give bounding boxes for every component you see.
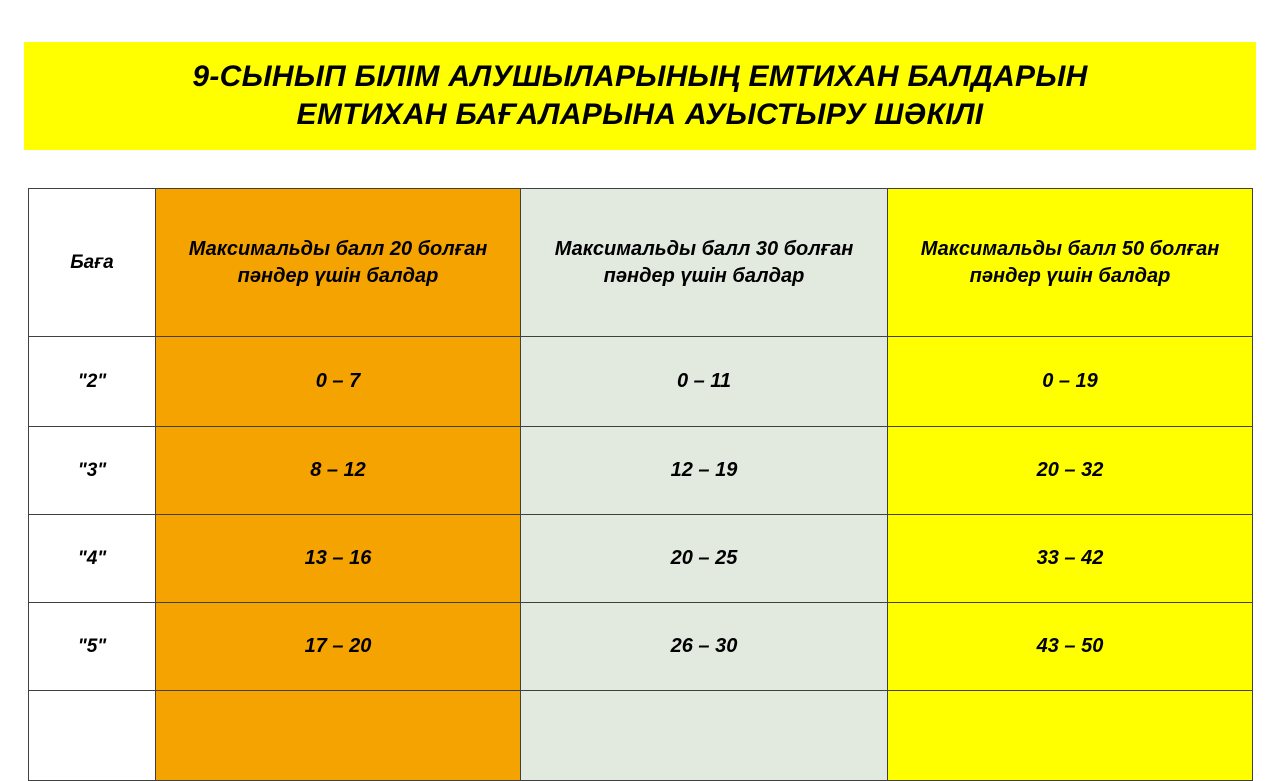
cell-max-50: 0 – 19: [888, 337, 1253, 427]
cell-max-30: 12 – 19: [521, 427, 888, 515]
table-row: [29, 337, 1253, 427]
cell-max-30: 20 – 25: [521, 515, 888, 603]
filler-cell-max-50: [888, 691, 1253, 781]
column-header-max-30: Максимальды балл 30 болған пәндер үшін балдар: [521, 189, 888, 337]
cell-max-20: 17 – 20: [156, 603, 521, 691]
page-title: [192, 58, 1087, 135]
table-row: [29, 427, 1253, 515]
filler-cell-grade: [29, 691, 156, 781]
table-body: [29, 337, 1253, 781]
page-title-line-1: 9-СЫНЫП БІЛІМ АЛУШЫЛАРЫНЫҢ ЕМТИХАН БАЛДАРЫН: [192, 59, 1088, 93]
title-banner: [24, 42, 1256, 150]
table-filler-row: [29, 691, 1253, 781]
cell-grade: "4": [29, 515, 156, 603]
cell-max-20: 8 – 12: [156, 427, 521, 515]
cell-max-50: 43 – 50: [888, 603, 1253, 691]
cell-max-50: 20 – 32: [888, 427, 1253, 515]
table-row: [29, 515, 1253, 603]
column-header-max-50: Максимальды балл 50 болған пәндер үшін балдар: [888, 189, 1253, 337]
cell-max-20: 0 – 7: [156, 337, 521, 427]
grade-conversion-table: [28, 188, 1253, 781]
column-header-max-20: Максимальды балл 20 болған пәндер үшін балдар: [156, 189, 521, 337]
cell-grade: "5": [29, 603, 156, 691]
table-header-row: [29, 189, 1253, 337]
filler-cell-max-30: [521, 691, 888, 781]
cell-grade: "3": [29, 427, 156, 515]
cell-max-30: 0 – 11: [521, 337, 888, 427]
table-header: [29, 189, 1253, 337]
cell-max-30: 26 – 30: [521, 603, 888, 691]
cell-grade: "2": [29, 337, 156, 427]
table-row: [29, 603, 1253, 691]
page-title-line-2: ЕМТИХАН БАҒАЛАРЫНА АУЫСТЫРУ ШӘКІЛІ: [296, 98, 984, 131]
cell-max-20: 13 – 16: [156, 515, 521, 603]
filler-cell-max-20: [156, 691, 521, 781]
cell-max-50: 33 – 42: [888, 515, 1253, 603]
column-header-grade: Баға: [29, 189, 156, 337]
